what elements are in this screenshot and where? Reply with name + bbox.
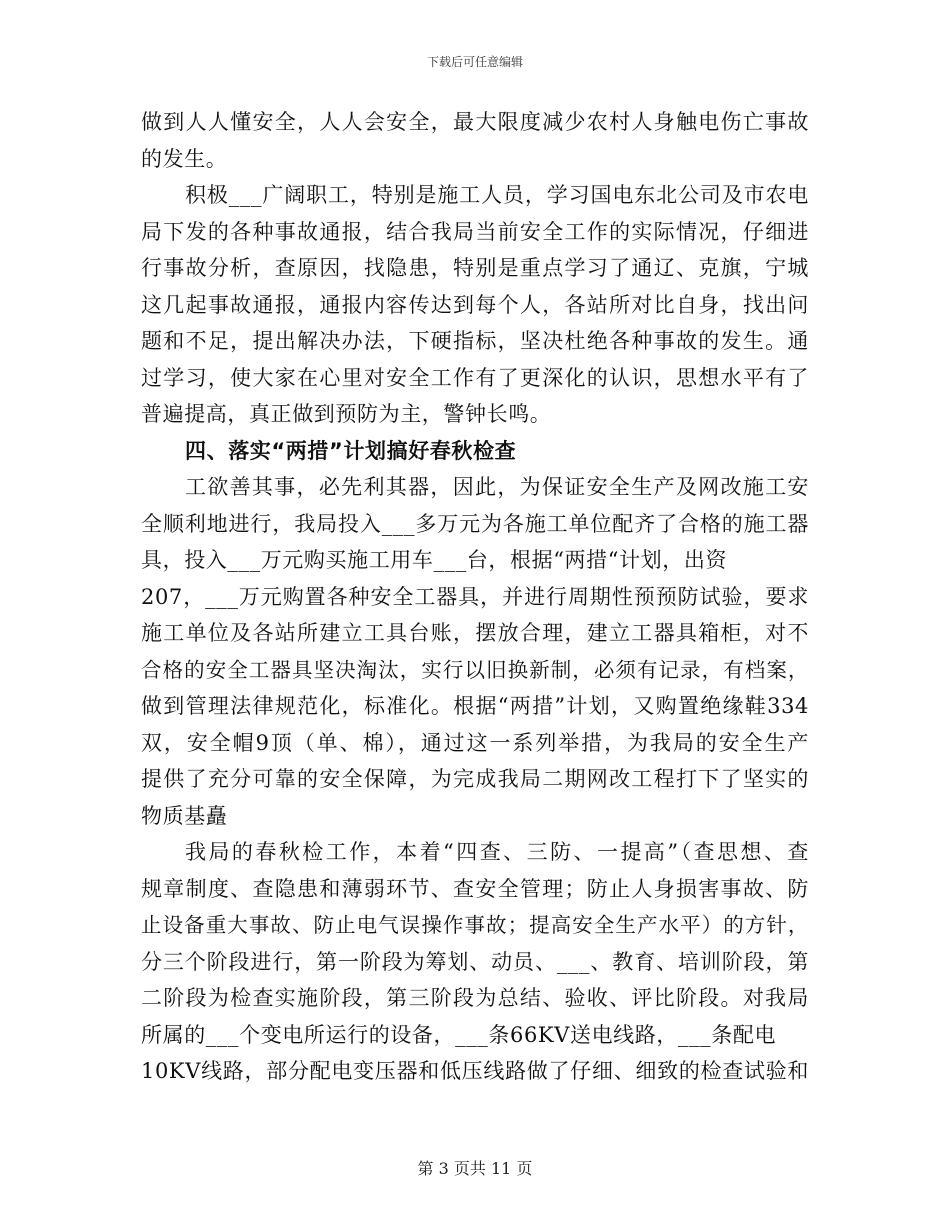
paragraph-start: 我局的春秋检工作，本着“四查、三防、一提高”（查思想、查 (185, 840, 809, 864)
text-line: 的发生。 (141, 146, 228, 171)
text-line: 物质基矗 (141, 803, 228, 828)
text-line: 二阶段为检查实施阶段，第三阶段为总结、验收、评比阶段。对我局 (141, 986, 809, 1010)
text-line: 这几起事故通报，通报内容传达到每个人，各站所对比自身，找出问 (141, 292, 809, 317)
text-line: 局下发的各种事故通报，结合我局当前安全工作的实际情况，仔细进 (141, 219, 809, 244)
text-line: 全顺利地进行，我局投入___多万元为各施工单位配齐了合格的施工器 (141, 511, 809, 536)
text-line: 过学习，使大家在心里对安全工作有了更深化的认识，思想水平有了 (141, 365, 809, 390)
text-line: 行事故分析，查原因，找隐患，特别是重点学习了通辽、克旗，宁城 (141, 256, 809, 280)
page-footer: 第 3 页共 11 页 (417, 1159, 533, 1178)
page-header: 下载后可任意编辑 (426, 55, 523, 69)
text-line: 所属的___个变电所运行的设备，___条66KV送电线路，___条配电 (141, 1022, 777, 1047)
text-line: 规章制度、查隐患和薄弱环节、查安全管理；防止人身损害事故、防 (141, 876, 809, 901)
text-line: 10KV线路，部分配电变压器和低压线路做了仔细、细致的检查试验和 (141, 1059, 809, 1083)
text-line: 止设备重大事故、防止电气误操作事故；提高安全生产水平）的方针， (141, 913, 809, 937)
text-line: 题和不足，提出解决办法，下硬指标，坚决杜绝各种事故的发生。通 (141, 329, 809, 353)
text-line: 具，投入___万元购买施工用车___台，根据“两措“计划，出资 (141, 548, 728, 572)
text-line: 做到管理法律规范化，标准化。根据“两措”计划，又购置绝缘鞋334 (141, 694, 809, 718)
text-line: 做到人人懂安全，人人会安全，最大限度减少农村人身触电伤亡事故 (141, 110, 809, 134)
text-line: 提供了充分可靠的安全保障，为完成我局二期网改工程打下了坚实的 (141, 767, 809, 791)
text-line: 普遍提高，真正做到预防为主，警钟长鸣。 (141, 402, 552, 426)
text-line: 合格的安全工器具坚决淘汰，实行以旧换新制，必须有记录，有档案， (141, 657, 809, 682)
paragraph-start: 工欲善其事，必先利其器，因此，为保证安全生产及网改施工安 (185, 475, 809, 499)
text-line: 207，___万元购置各种安全工器具，并进行周期性预预防试验，要求 (141, 584, 809, 609)
text-line: 分三个阶段进行，第一阶段为筹划、动员、___、教育、培训阶段，第 (141, 949, 809, 974)
text-line: 双，安全帽9顶（单、棉），通过这一系列举措，为我局的安全生产 (141, 730, 809, 755)
section-heading: 四、落实“两措”计划搞好春秋检查 (185, 438, 517, 463)
paragraph-start: 积极___广阔职工，特别是施工人员，学习国电东北公司及市农电 (185, 183, 809, 207)
document-body (141, 104, 809, 1090)
text-line: 施工单位及各站所建立工具台账，摆放合理，建立工器具箱柜，对不 (141, 621, 809, 645)
